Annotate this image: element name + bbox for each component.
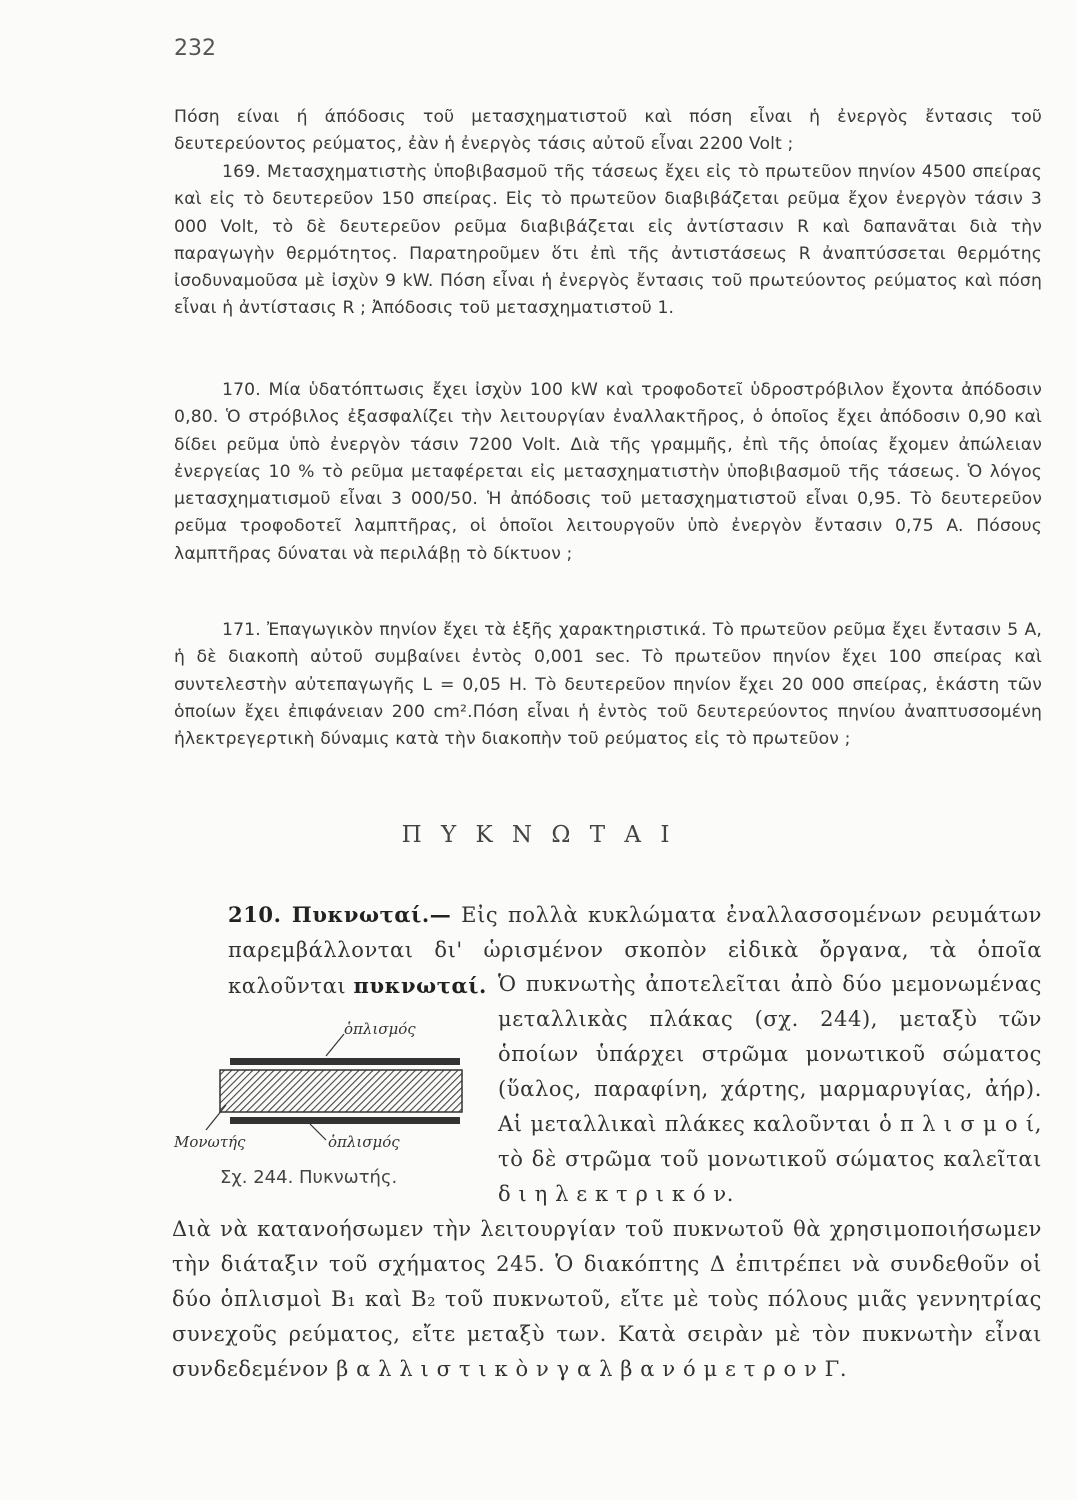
section-side-text: Ὁ πυκνωτὴς ἀποτελεῖται ἀπὸ δύο μεμονωμένας μεταλλικὰς πλάκας (σχ. 244), μεταξὺ τῶν ὁποίων ὑπάρχει στρῶμα μονωτικοῦ σώματος (ὕαλος, παραφίνη, χάρτης, μαρμαρυγίας, ἀήρ). Αἱ μεταλλικαὶ πλάκες καλοῦνται ὁ π λ ι σ μ ο ί, τὸ δὲ στρῶμα τοῦ μονωτικοῦ σώματος καλεῖται δ ι η λ ε κ τ ρ ι κ ό ν. [498,972,1042,1206]
problem-169: 169. Μετασχηματιστὴς ὑποβιβασμοῦ τῆς τάσεως ἔχει εἰς τὸ πρωτεῦον πηνίον 4500 σπείρας καὶ εἰς τὸ δευτερεῦον 150 σπείρας. Εἰς τὸ πρωτεῦον διαβιβάζεται ρεῦμα ἔχον ἐνεργὸν τάσιν 3 000 Volt, τὸ δὲ δευτερεῦον ρεῦμα διαβιβάζεται εἰς ἀντίστασιν R καὶ δαπανᾶται διὰ τὴν παραγωγὴν θερμότητος. Παρατηροῦμεν ὅτι ἐπὶ τῆς ἀντιστάσεως R ἀναπτύσσεται θερμότης ἰσοδυναμοῦσα μὲ ἰσχὺν 9 kW. Πόση εἶναι ἡ ἐνεργὸς ἔντασις τοῦ πρωτεύοντος ρεύματος καὶ πόση εἶναι ἡ ἀντίστασις R ; Ἀπόδοσις τοῦ μετασχηματιστοῦ 1. [174,162,1042,319]
problem-168-continuation: Πόση είναι ή άπόδοσις τοῦ μετασχηματιστοῦ καὶ πόση εἶναι ἡ ἐνεργὸς ἔντασις τοῦ δευτερεύοντος ρεύματος, ἐὰν ἡ ἐνεργὸς τάσις αὐτοῦ εἶναι 2200 Volt ; [174,107,1042,155]
label-monotis: Μονωτής [174,1133,246,1151]
capacitor-diagram [168,1020,478,1170]
problem-171: 171. Ἐπαγωγικὸν πηνίον ἔχει τὰ ἑξῆς χαρακτηριστικά. Τὸ πρωτεῦον ρεῦμα ἔχει ἔντασιν 5 A, ἡ δὲ διακοπὴ αὐτοῦ συμβαίνει ἐντὸς 0,001 sec. Τὸ πρωτεῦον πηνίον ἔχει 100 σπείρας καὶ συντελεστὴν αὐτεπαγωγῆς L = 0,05 H. Τὸ δευτερεῦον πηνίον ἔχει 20 000 σπείρας, ἑκάστη τῶν ὁποίων ἔχει ἐπιφάνειαν 200 cm².Πόση εἶναι ἡ ἐντὸς τοῦ δευτερεύοντος πηνίου ἀναπτυσσομένη ἠλεκτρεγερτικὴ δύναμις κατὰ τὴν διακοπὴν τοῦ ρεύματος εἰς τὸ πρωτεῦον ; [174,620,1042,750]
figure-caption: Σχ. 244. Πυκνωτής. [220,1167,398,1188]
label-oplismos-bottom: ὁπλισμός [328,1133,400,1151]
section-intro-text: Εἰς πολλὰ κυκλώματα ἐναλλασσομένων ρευμάτων παρεμβάλλονται δι' ὡρισμένον σκοπὸν εἰδικὰ ὄργανα, τὰ ὁποῖα καλοῦνται [228,903,1042,998]
dielectric [220,1070,462,1112]
section-title: 210. Πυκνωταί.— [228,902,452,927]
problem-170: 170. Μία ὑδατόπτωσις ἔχει ἰσχὺν 100 kW καὶ τροφοδοτεῖ ὑδροστρόβιλον ἔχοντα ἀπόδοσιν 0,80. Ὁ στρόβιλος ἐξασφαλίζει τὴν λειτουργίαν ἐναλλακτῆρος, ὁ ὁποῖος ἔχει ἀπόδοσιν 0,90 καὶ δίδει ρεῦμα ὑπὸ ἐνεργὸν τάσιν 7200 Volt. Διὰ τῆς γραμμῆς, ἐπὶ τῆς ὁποίας ἔχομεν ἀπώλειαν ἐνεργείας 10 % τὸ ρεῦμα μεταφέρεται εἰς μετασχηματιστὴν ὑποβιβασμοῦ τῆς τάσεως. Ὁ λόγος μετασχηματισμοῦ εἶναι 3 000/50. Ἡ ἀπόδοσις τοῦ μετασχηματιστοῦ εἶναι 0,95. Τὸ δευτερεῦον ρεῦμα τροφοδοτεῖ λαμπτῆρας, οἱ ὁποῖοι λειτουργοῦν ὑπὸ ἐνεργὸν ἔντασιν 0,75 A. Πόσους λαμπτῆρας δύναται νὰ περιλάβῃ τὸ δίκτυον ; [174,380,1042,564]
section-continuation: Διὰ νὰ κατανοήσωμεν τὴν λειτουργίαν τοῦ πυκνωτοῦ θὰ χρησιμοποιήσωμεν τὴν διάταξιν τοῦ σχήματος 245. Ὁ διακόπτης Δ ἐπιτρέπει νὰ συνδεθοῦν οἱ δύο ὁπλισμοὶ B₁ καὶ B₂ τοῦ πυκνωτοῦ, εἴτε μὲ τοὺς πόλους μιᾶς γεννητρίας συνεχοῦς ρεύματος, εἴτε μεταξὺ των. Κατὰ σειρὰν μὲ τὸν πυκνωτὴν εἶναι συνδεδεμένον β α λ λ ι σ τ ι κ ὸ ν γ α λ β α ν ό μ ε τ ρ ο ν Γ. [172,1217,1042,1381]
page-number: 232 [174,36,216,61]
term-pyknotai: πυκνωταί. [353,973,487,998]
bottom-plate [230,1117,460,1124]
chapter-heading: Π Υ Κ Ν Ω Τ Α Ι [401,822,676,848]
top-plate [230,1058,460,1065]
label-oplismos-top: ὁπλισμός [344,1020,416,1038]
